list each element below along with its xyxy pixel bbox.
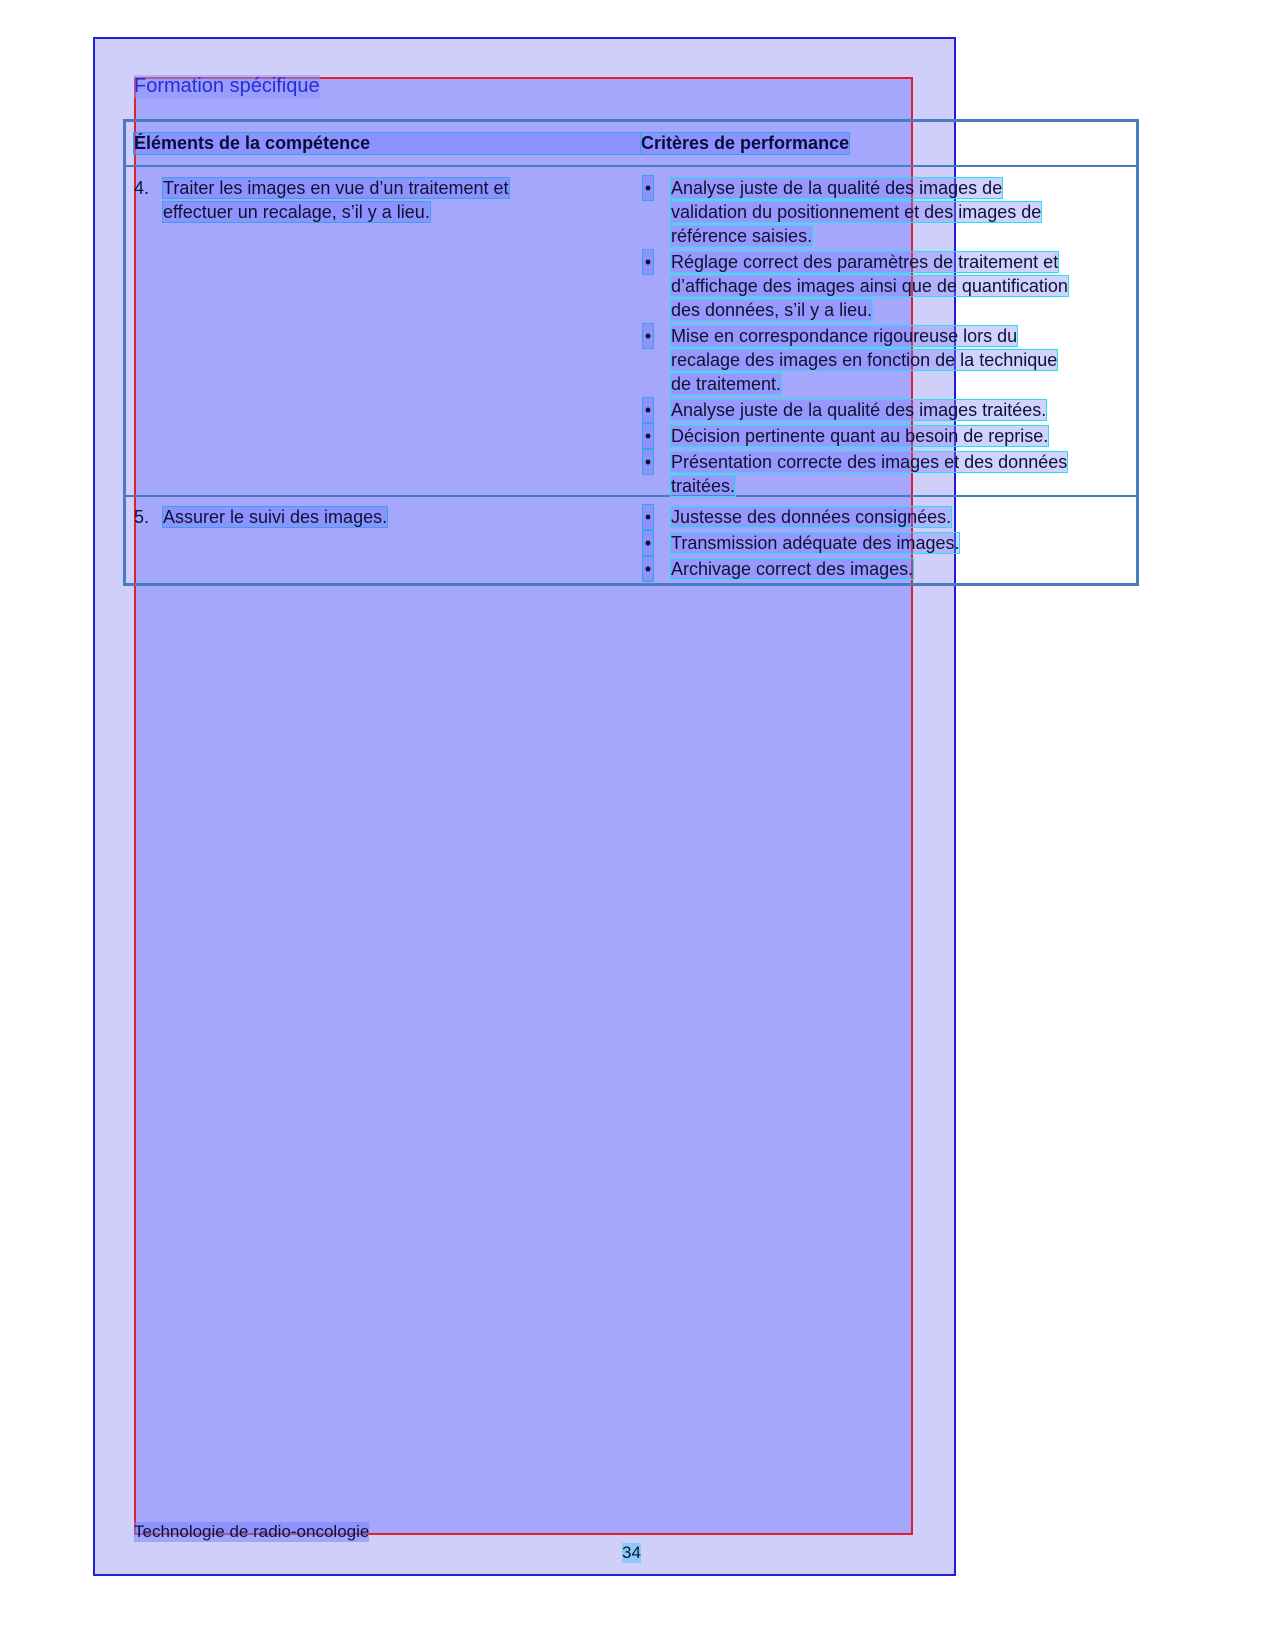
criterion-line: Transmission adéquate des images. — [671, 533, 960, 553]
criterion-line: Présentation correcte des images et des données — [671, 452, 1068, 472]
list-item — [641, 531, 959, 555]
element-text-line: Traiter les images en vue d’un traitement et — [163, 178, 509, 198]
page-number: 34 — [622, 1543, 641, 1562]
element-text-line: Assurer le suivi des images. — [163, 507, 388, 527]
criterion-line: Justesse des données consignées. — [671, 507, 952, 527]
bullet-icon: • — [644, 426, 652, 446]
bullet-icon: • — [644, 452, 652, 472]
list-item — [641, 450, 1068, 498]
criterion-line: recalage des images en fonction de la technique — [671, 350, 1058, 370]
criteria-list — [641, 176, 1068, 500]
list-item — [641, 250, 1068, 322]
bullet-icon: • — [644, 326, 652, 346]
bullet-icon: • — [644, 507, 652, 527]
criterion-line: référence saisies. — [671, 226, 813, 246]
list-item — [641, 324, 1068, 396]
header-criteria: Critères de performance — [641, 133, 850, 153]
footer-program-name: Technologie de radio-oncologie — [134, 1522, 370, 1541]
element-text-line: effectuer un recalage, s’il y a lieu. — [163, 202, 430, 222]
bullet-icon: • — [644, 178, 652, 198]
section-title: Formation spécifique — [134, 75, 320, 97]
bullet-icon: • — [644, 533, 652, 553]
list-item — [641, 505, 959, 529]
criterion-line: Archivage correct des images. — [671, 559, 914, 579]
bullet-icon: • — [644, 252, 652, 272]
bullet-icon: • — [644, 559, 652, 579]
criterion-line: Analyse juste de la qualité des images de — [671, 178, 1003, 198]
criterion-line: de traitement. — [671, 374, 782, 394]
criterion-line: validation du positionnement et des images de — [671, 202, 1042, 222]
criterion-line: Mise en correspondance rigoureuse lors du — [671, 326, 1018, 346]
list-item — [641, 424, 1068, 448]
element-number: 5. — [134, 507, 150, 527]
list-item — [641, 398, 1068, 422]
table-row — [134, 176, 640, 226]
element-number: 4. — [134, 178, 150, 198]
criterion-line: d’affichage des images ainsi que de quantification — [671, 276, 1068, 296]
bullet-icon: • — [644, 400, 652, 420]
table-row — [134, 505, 640, 531]
criterion-line: Analyse juste de la qualité des images traitées. — [671, 400, 1047, 420]
list-item — [641, 557, 959, 581]
table-header-divider — [123, 165, 1139, 167]
criterion-line: Décision pertinente quant au besoin de reprise. — [671, 426, 1049, 446]
criteria-list — [641, 505, 959, 583]
criterion-line: traitées. — [671, 476, 736, 496]
criterion-line: des données, s’il y a lieu. — [671, 300, 873, 320]
header-elements: Éléments de la compétence — [134, 133, 640, 154]
criterion-line: Réglage correct des paramètres de traitement et — [671, 252, 1059, 272]
list-item — [641, 176, 1068, 248]
